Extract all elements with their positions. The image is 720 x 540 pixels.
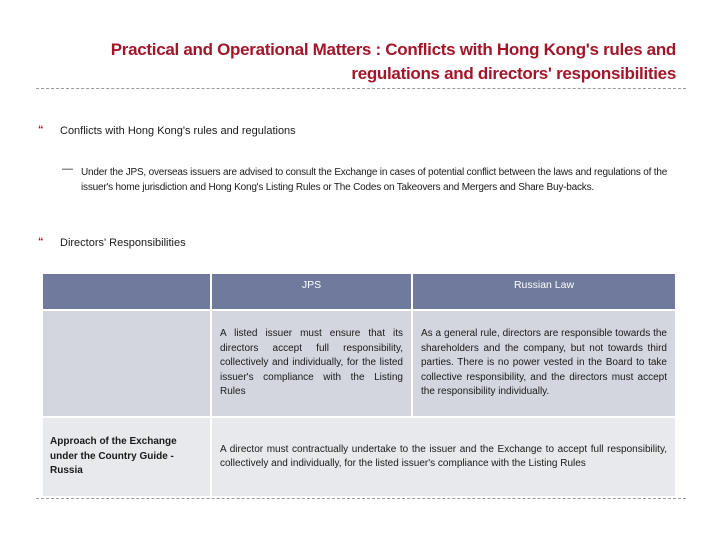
page-title	[36, 38, 676, 86]
bullet-directors-heading: Directors' Responsibilities	[60, 237, 186, 249]
cell-russian-law: As a general rule, directors are responsible towards the shareholders and the company, but not towards third parties. There is no power vested in the Board to take collective responsibility, and the directors must accept the responsibility individually.	[413, 311, 675, 416]
bottom-divider	[36, 498, 686, 499]
header-empty	[43, 274, 210, 309]
quote-bullet-icon: “	[38, 124, 44, 136]
page-title-line-2: regulations and directors' responsibilities	[351, 64, 676, 83]
table-row	[43, 311, 675, 416]
table-row	[43, 418, 675, 496]
table-header-row	[43, 274, 675, 309]
dash-bullet-icon: —	[62, 163, 73, 175]
header-jps: JPS	[212, 274, 411, 309]
header-russian-law: Russian Law	[413, 274, 675, 309]
cell-jps: A listed issuer must ensure that its directors accept full responsibility, collectively and individually, for the listed issuer's compliance with the Listing Rules	[212, 311, 411, 416]
row-label-approach: Approach of the Exchange under the Country Guide - Russia	[43, 418, 210, 496]
cell-approach-merged: A director must contractually undertake to the issuer and the Exchange to accept full responsibility, collectively and individually, for the listed issuer's compliance with the Listing Rules	[212, 418, 675, 496]
row-label	[43, 311, 210, 416]
sub-bullet-jps-advice: Under the JPS, overseas issuers are advised to consult the Exchange in cases of potential conflict between the laws and regulations of the issuer's home jurisdiction and Hong Kong's Listing Rules or The Codes on Takeovers and Mergers and Share Buy-backs.	[81, 167, 668, 193]
top-divider	[36, 88, 686, 89]
comparison-table	[41, 272, 677, 498]
bullet-conflicts-heading: Conflicts with Hong Kong's rules and regulations	[60, 125, 296, 137]
quote-bullet-icon: “	[38, 236, 44, 248]
page-title-line-1: Practical and Operational Matters : Conflicts with Hong Kong's rules and	[110, 40, 676, 59]
